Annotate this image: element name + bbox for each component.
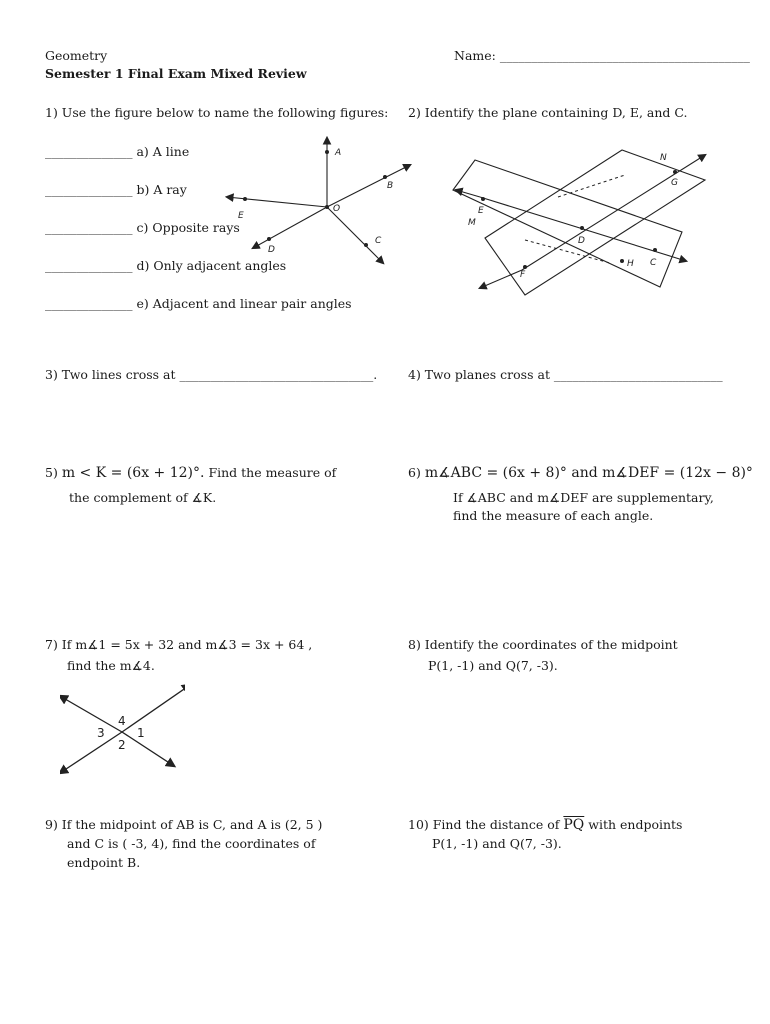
q6-line3: find the measure of each angle. [453,508,654,523]
label-G: G [671,178,678,188]
q7-angles-figure [60,680,185,775]
q1-item-b[interactable]: ______________ b) A ray [45,182,187,197]
q1-prompt: 1) Use the figure below to name the following figures: [45,105,389,120]
q10-line1 [408,817,682,833]
label-E: E [238,211,244,221]
q10-segment: $\overline{PQ}$ [563,817,585,833]
q10-line2: P(1, -1) and Q(7, -3). [432,836,562,851]
label-C2: C [650,258,657,268]
q5-line2: the complement of ∡K. [69,490,217,505]
q8-line1: 8) Identify the coordinates of the midpoint [408,637,678,652]
label-A: A [335,148,342,158]
q6-equation: m∡ABC = (6x + 8)° and m∡DEF = (12x − 8)° [424,465,753,481]
q9-line3: endpoint B. [67,855,141,870]
q7-line2: find the m∡4. [67,658,155,673]
q6-line1 [408,465,753,481]
q4-text[interactable]: 4) Two planes cross at ___________________________ [408,367,723,382]
q5-number: 5) [45,465,58,480]
label-C: C [375,236,382,246]
q5-line1 [45,465,336,481]
q1-item-e[interactable]: ______________ e) Adjacent and linear pair angles [45,296,352,311]
angle-1-label: 1 [137,726,145,740]
q2-prompt: 2) Identify the plane containing D, E, and C. [408,105,688,120]
label-M: M [468,218,476,228]
angle-4-label: 4 [118,714,126,728]
q9-line1: 9) If the midpoint of AB is C, and A is (2, 5 ) [45,817,323,832]
q6-number: 6) [408,465,421,480]
q6-line2: If ∡ABC and m∡DEF are supplementary, [453,490,714,505]
angle-3-label: 3 [97,726,105,740]
q9-line2: and C is ( -3, 4), find the coordinates of [67,836,316,851]
course-name: Geometry [45,48,108,63]
q8-line2: P(1, -1) and Q(7, -3). [428,658,558,673]
q10-line1-b: with endpoints [588,817,683,832]
label-D2: D [578,236,585,246]
q5-equation: m < K = (6x + 12)°. [61,465,205,481]
q10-line1-a: 10) Find the distance of [408,817,560,832]
label-O: O [333,204,341,214]
label-N: N [660,153,667,163]
worksheet-title: Semester 1 Final Exam Mixed Review [45,66,307,81]
q1-rays-figure [215,130,415,270]
name-field[interactable]: Name: ________________________________________ [454,48,750,63]
angle-2-label: 2 [118,738,126,752]
label-B: B [387,181,394,191]
q3-text[interactable]: 3) Two lines cross at _______________________________. [45,367,378,382]
q7-line1: 7) If m∡1 = 5x + 32 and m∡3 = 3x + 64 , [45,637,313,652]
label-F: F [520,270,526,280]
q2-planes-figure [450,145,715,300]
label-D: D [268,245,275,255]
q1-item-d[interactable]: ______________ d) Only adjacent angles [45,258,287,273]
label-E2: E [478,206,484,216]
q1-item-a[interactable]: ______________ a) A line [45,144,190,159]
q1-item-c[interactable]: ______________ c) Opposite rays [45,220,240,235]
label-H: H [627,259,634,269]
q5-line1-rest: Find the measure of [208,465,337,480]
